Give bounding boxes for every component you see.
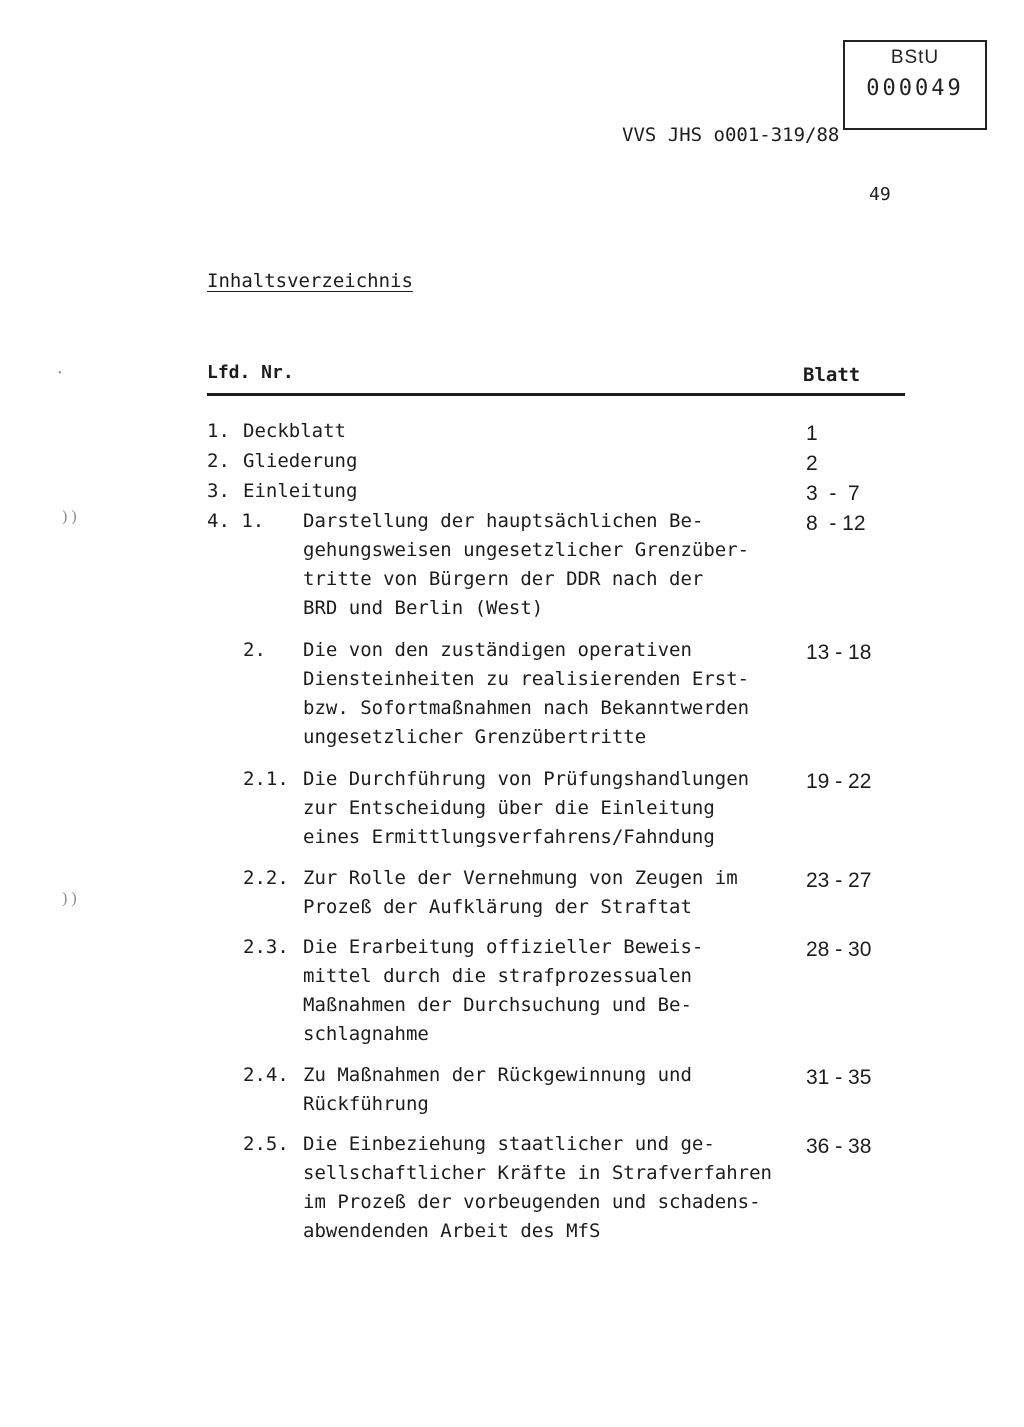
- page-number: 49: [869, 184, 891, 205]
- entry-number: 2.: [243, 639, 266, 661]
- entry-number: 2.4.: [243, 1064, 289, 1086]
- stamp-number: 000049: [866, 76, 964, 101]
- entry-pages: 19 - 22: [806, 770, 872, 793]
- page-title: Inhaltsverzeichnis: [207, 270, 413, 292]
- entry-pages: 8 - 12: [806, 512, 866, 535]
- column-header-number: Lfd. Nr.: [207, 362, 294, 383]
- entry-number: 1.: [207, 420, 230, 442]
- entry-text: Deckblatt: [243, 420, 346, 442]
- entry-number: 2.1.: [243, 768, 289, 790]
- entry-text: Gliederung: [243, 450, 358, 472]
- entry-pages: 23 - 27: [806, 869, 872, 892]
- entry-pages: 36 - 38: [806, 1135, 872, 1158]
- column-header-page: Blatt: [803, 364, 861, 386]
- entry-text: Zur Rolle der Vernehmung von Zeugen im Prozeß der Aufklärung der Straftat: [303, 867, 738, 918]
- scan-mark: ) ): [62, 508, 77, 525]
- entry-text: Die Einbeziehung staatlicher und ge- sellschaftlicher Kräfte in Strafverfahren im Prozeß der vorbeugenden und schadens- abwendenden Arbeit des MfS: [303, 1133, 772, 1242]
- stamp-label: BStU: [890, 47, 940, 68]
- entry-number: 4. 1.: [207, 510, 265, 532]
- entry-text: Die Erarbeitung offizieller Beweis- mittel durch die strafprozessualen Maßnahmen der Durchsuchung und Be- schlagnahme: [303, 936, 704, 1045]
- entry-text: Die von den zuständigen operativen Diensteinheiten zu realisierenden Erst- bzw. Sofortmaßnahmen nach Bekanntwerden ungesetzlicher Grenzübertritte: [303, 639, 750, 748]
- entry-pages: 1: [806, 422, 818, 445]
- entry-number: 2.2.: [243, 867, 289, 889]
- entry-pages: 13 - 18: [806, 641, 872, 664]
- header-rule: [207, 393, 905, 396]
- entry-pages: 2: [806, 452, 818, 475]
- entry-number: 3.: [207, 480, 230, 502]
- scan-speck: •: [58, 368, 62, 379]
- entry-pages: 3 - 7: [806, 482, 860, 505]
- document-reference: VVS JHS o001-319/88: [622, 124, 840, 146]
- entry-text: Darstellung der hauptsächlichen Be- gehungsweisen ungesetzlicher Grenzüber- tritte von Bürgern der DDR nach der BRD und Berlin (West): [303, 510, 750, 619]
- entry-text: Einleitung: [243, 480, 358, 502]
- entry-text: Zu Maßnahmen der Rückgewinnung und Rückführung: [303, 1064, 692, 1115]
- entry-pages: 28 - 30: [806, 938, 872, 961]
- entry-number: 2.3.: [243, 936, 289, 958]
- scan-mark: ) ): [62, 890, 77, 907]
- entry-pages: 31 - 35: [806, 1066, 872, 1089]
- entry-number: 2.5.: [243, 1133, 289, 1155]
- entry-text: Die Durchführung von Prüfungshandlungen zur Entscheidung über die Einleitung eines Ermittlungsverfahrens/Fahndung: [303, 768, 750, 848]
- archive-stamp: [843, 40, 987, 130]
- entry-number: 2.: [207, 450, 230, 472]
